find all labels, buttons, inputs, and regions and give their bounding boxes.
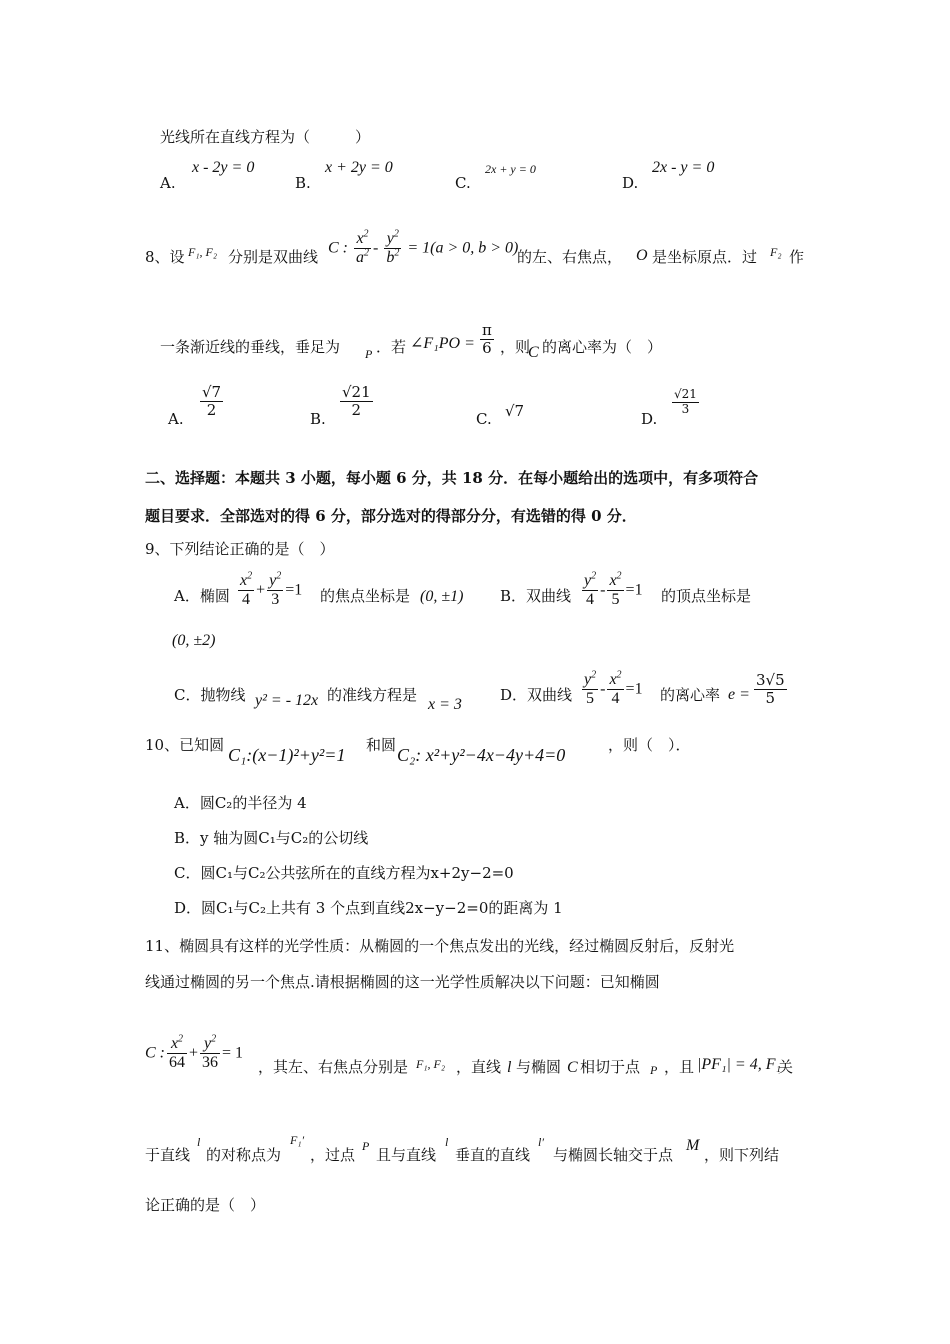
- q9-stem: 9、下列结论正确的是（ ）: [145, 540, 335, 558]
- q11-line-l: l: [507, 1059, 512, 1076]
- q8-line2-d: 的离心率为（ ）: [542, 338, 663, 356]
- q8-line2-a: 一条渐近线的垂线，垂足为: [160, 338, 341, 356]
- q9-a-tail: 的焦点坐标是: [320, 587, 411, 605]
- q8-text-2: 的左、右焦点，: [517, 248, 623, 266]
- q8-six: 6: [482, 339, 492, 358]
- q11-ellipse-lhs: C :: [145, 1044, 165, 1062]
- q11-l-prime: l′: [538, 1135, 544, 1149]
- q7-option-b-eq: x + 2y = 0: [325, 159, 393, 176]
- q11-line4-l: l: [197, 1135, 201, 1149]
- q9-a-coord: (0, ±1): [420, 588, 464, 605]
- q8-option-d-den: 3: [681, 401, 690, 416]
- q7-option-d-eq: 2x - y = 0: [652, 159, 715, 176]
- q8-frac-x: $\frac{x^2}{a^2}$: [356, 228, 369, 267]
- q7-option-d-label: D.: [622, 174, 639, 192]
- q8-option-a-num: √7: [202, 383, 222, 401]
- q8-option-c-label: C.: [476, 410, 492, 428]
- q7-option-c-eq: 2x + y = 0: [485, 162, 536, 176]
- q9-d-e: e =: [728, 686, 750, 703]
- q8-option-b-den: 2: [351, 401, 362, 420]
- q11-pf1: |PF₁| = 4, F₁: [697, 1056, 782, 1073]
- q9-b-coord: (0, ±2): [172, 632, 216, 649]
- q9-d-label: D．双曲线: [500, 686, 573, 704]
- q11-ellipse: C : $\frac{x^2}{64}$ + $\frac{y^2}{36}$ = 1: [145, 1033, 244, 1072]
- q8-option-a-label: A.: [168, 410, 184, 428]
- q11-line1: 11、椭圆具有这样的光学性质：从椭圆的一个焦点发出的光线，经过椭圆反射后，反射光: [145, 937, 735, 955]
- q11-line5: 论正确的是（ ）: [145, 1196, 266, 1214]
- q8-foci: F₁, F₂: [188, 245, 218, 259]
- q7-option-b-label: B.: [295, 174, 311, 192]
- q11-text-1: ，其左、右焦点分别是: [258, 1058, 409, 1076]
- q9-b-hyperbola: $\frac{y^2}{4}$ - $\frac{x^2}{5}$ =1: [584, 570, 643, 609]
- q11-foci: F₁, F₂: [416, 1057, 446, 1071]
- q9-d-frac: $\frac{3√5}{5}$: [756, 671, 785, 708]
- q11-line2: 线通过椭圆的另一个焦点.请根据椭圆的这一光学性质解决以下问题：已知椭圆: [145, 973, 660, 991]
- q9-a-ellipse: $\frac{x^2}{4}$ + $\frac{y^2}{3}$ =1: [240, 570, 303, 609]
- q11-line4-g: ，则下列结: [704, 1146, 780, 1164]
- q8-option-d-label: D.: [641, 410, 658, 428]
- q9-a-label: A．椭圆: [174, 587, 230, 605]
- q11-text-2: ，直线: [456, 1058, 502, 1076]
- q11-line4-b: 的对称点为: [206, 1146, 282, 1164]
- q10-stem-b: 和圆: [366, 736, 397, 754]
- q7-option-a-label: A.: [160, 174, 176, 192]
- q9-b-tail: 的顶点坐标是: [661, 587, 752, 605]
- q8-option-b-num: √21: [342, 383, 371, 401]
- q9-c-ans: x = 3: [428, 696, 462, 713]
- q8-option-b-label: B.: [310, 410, 326, 428]
- q8-pi-fraction: [478, 322, 496, 358]
- q8-line2-c: ，则: [500, 338, 531, 356]
- q8-text-1: 分别是双曲线: [228, 248, 319, 266]
- q8-hyperbola: C : $\frac{x^2}{a^2}$ - $\frac{y^2}{b^2}$ = 1(a > 0, b > 0): [328, 228, 519, 267]
- q10-stem-c: ，则（ ）．: [608, 736, 691, 754]
- q11-point-m: M: [686, 1137, 700, 1154]
- q11-point-p: P: [650, 1063, 658, 1077]
- q8-option-c-val: √7: [505, 402, 525, 420]
- q10-option-d: D．圆C₁与C₂上共有 3 个点到直线2x−y−2=0的距离为 1: [174, 899, 563, 917]
- q8-option-d: [670, 388, 701, 417]
- q11-line4-e: 垂直的直线: [455, 1146, 531, 1164]
- section2-heading-line2: 题目要求．全部选对的得 6 分，部分选对的得部分分，有选错的得 0 分．: [145, 507, 637, 525]
- q8-line2-b: ．若: [376, 338, 407, 356]
- q8-text-4: 作: [789, 248, 805, 266]
- q9-d-hyperbola: $\frac{y^2}{5}$ - $\frac{x^2}{4}$ =1: [584, 669, 643, 708]
- q8-text-3: 是坐标原点．过: [652, 248, 758, 266]
- q8-hyperbola-cond: = 1(a > 0, b > 0): [407, 239, 519, 257]
- q9-c-label: C．抛物线: [174, 686, 246, 704]
- q11-f1-prime: F₁′: [290, 1133, 305, 1147]
- q8-origin-o: O: [636, 247, 648, 264]
- q10-option-c: C．圆C₁与C₂公共弦所在的直线方程为x+2y−2=0: [174, 864, 514, 882]
- q8-f2: F₂: [770, 245, 782, 259]
- q11-text-3: 与椭圆: [516, 1058, 562, 1076]
- q8-pi: π: [482, 321, 492, 339]
- q8-frac-y: $\frac{y^2}{b^2}$: [386, 228, 400, 267]
- q9-b-label: B．双曲线: [500, 587, 572, 605]
- q8-c: C: [528, 344, 539, 361]
- q8-angle: ∠F₁PO =: [410, 335, 475, 352]
- q8-hyperbola-lhs: C :: [328, 239, 348, 257]
- q11-text-4: 相切于点: [580, 1058, 641, 1076]
- q11-text-6: 关: [778, 1058, 794, 1076]
- q9-c-tail: 的准线方程是: [327, 686, 418, 704]
- q8-option-a: [198, 384, 225, 420]
- q8-point-p: P: [365, 347, 373, 361]
- q9-c-eq: y² = - 12x: [255, 692, 319, 709]
- q11-line4-d: 且与直线: [376, 1146, 437, 1164]
- q10-c2: C₂: x²+y²−4x−4y+4=0: [397, 745, 566, 765]
- q11-line4-p: P: [362, 1139, 370, 1153]
- q8-number: 8、设: [145, 248, 185, 266]
- q8-option-a-den: 2: [206, 401, 217, 420]
- section2-heading-line1: 二、选择题：本题共 3 小题，每小题 6 分，共 18 分．在每小题给出的选项中，有多项符合: [145, 469, 759, 487]
- q9-d-tail: 的离心率: [660, 686, 721, 704]
- q11-line4-c: ，过点: [310, 1146, 356, 1164]
- q11-ellipse-rhs: = 1: [222, 1044, 244, 1062]
- q10-option-b: B．y 轴为圆C₁与C₂的公切线: [174, 829, 369, 847]
- q8-option-b: [338, 384, 375, 420]
- q7-option-c-label: C.: [455, 174, 471, 192]
- q10-stem-a: 10、已知圆: [145, 736, 225, 754]
- q7-option-a-eq: x - 2y = 0: [192, 159, 255, 176]
- q11-c: C: [567, 1059, 578, 1076]
- q8-option-d-num: √21: [674, 387, 697, 401]
- q10-option-a: A．圆C₂的半径为 4: [174, 794, 307, 812]
- q11-line4-a: 于直线: [145, 1146, 191, 1164]
- q10-c1: C₁:(x−1)²+y²=1: [228, 745, 346, 765]
- q7-stem-tail: 光线所在直线方程为（ ）: [160, 128, 371, 146]
- q11-text-5: ，且: [664, 1058, 695, 1076]
- q11-line4-f: 与椭圆长轴交于点: [553, 1146, 674, 1164]
- q11-line4-l2: l: [445, 1135, 449, 1149]
